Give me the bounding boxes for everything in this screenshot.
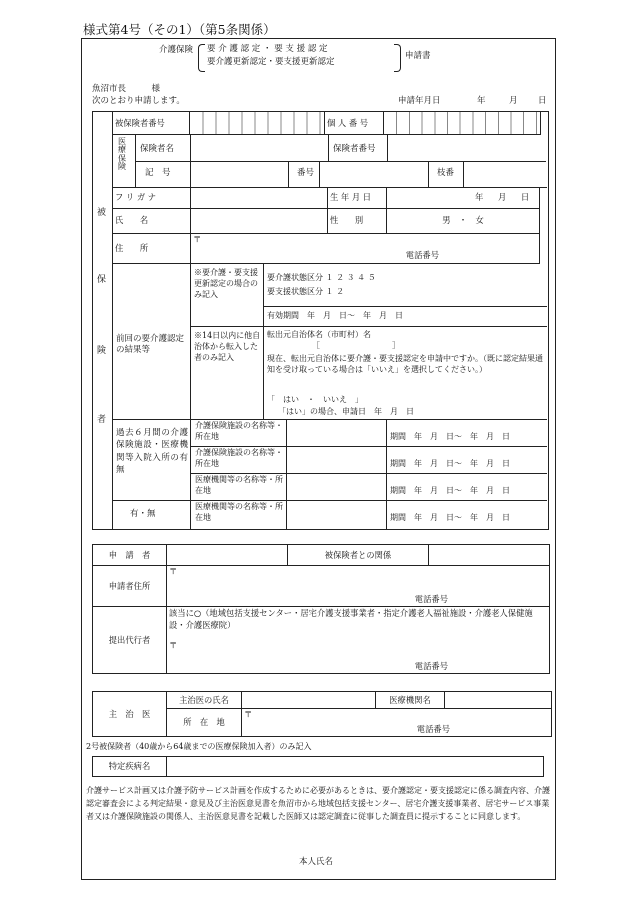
facility-name-2: 介護保険施設の名称等・所在地 [195, 448, 283, 468]
relation-field[interactable] [429, 545, 550, 566]
facility-name-3: 医療機関等の名称等・所在地 [195, 475, 283, 495]
personal-number-field[interactable] [384, 112, 541, 135]
birth-month: 月 [497, 192, 507, 203]
valid-period[interactable]: 有効期間 年 月 日～ 年 月 日 [267, 311, 403, 320]
name-label: 氏 名 [113, 208, 191, 233]
name-field[interactable] [191, 208, 328, 233]
applicant-address-label: 申請者住所 [93, 566, 167, 607]
origin-field[interactable]: ［ ］ [312, 341, 400, 350]
agent-postal-mark: 〒 [169, 640, 178, 651]
transfer-note: ※14日以内に他自治体から転入した者のみ記入 [194, 331, 261, 363]
applicant-table [92, 544, 550, 674]
medical-col-rule [190, 135, 191, 187]
care-level[interactable]: 要介護状態区分 １ ２ ３ ４ ５ [267, 273, 376, 282]
previous-col-rule [190, 264, 191, 419]
pending-date[interactable]: 「はい」の場合、申請日 年 月 日 [278, 407, 414, 416]
disease-label: 特定疾病名 [93, 757, 167, 777]
address-phone-label: 電話番号 [405, 250, 439, 261]
birth-date-field[interactable] [387, 187, 540, 208]
facility-period-4[interactable]: 期間 年 月 日～ 年 月 日 [390, 513, 510, 522]
doctor-table [92, 691, 552, 737]
facility-label-rule [112, 500, 190, 501]
facility-col-rule-2 [286, 419, 287, 529]
side-label-1: 被 [97, 208, 107, 218]
applicant-label: 申 請 者 [93, 545, 167, 566]
furigana-field[interactable] [191, 187, 328, 208]
applicant-phone-label: 電話番号 [414, 593, 448, 604]
header-prefix: 介護保険 [159, 45, 194, 55]
insured-number-row [112, 111, 541, 135]
agent-label: 提出代行者 [93, 607, 167, 674]
branch-label: 枝番 [437, 168, 455, 178]
birth-date-label: 生 年 月 日 [328, 187, 387, 208]
insured-number-label: 被保険者番号 [113, 112, 190, 135]
furigana-label: フ リ ガ ナ [113, 187, 191, 208]
facility-col-rule-3 [386, 419, 387, 529]
agent-note: 該当に○（地域包括支援センター・居宅介護支援事業者・指定介護老人福祉施設・介護老人保健施設・介護医療院） [169, 608, 533, 631]
doctor-name-field[interactable] [242, 692, 376, 709]
facility-row-rule-2 [190, 473, 547, 474]
facility-row-rule-3 [190, 500, 547, 501]
doctor-location-label: 所 在 地 [167, 709, 242, 737]
previous-label: 前回の要介護認定の結果等 [116, 334, 185, 356]
institution-label: 医療機関名 [376, 692, 445, 709]
insurer-number-label: 保険者番号 [333, 144, 376, 154]
facility-col-rule [190, 419, 191, 529]
relation-label: 被保険者との関係 [288, 545, 429, 566]
medical-col-rule-5 [319, 161, 320, 187]
sex-label: 性 別 [328, 208, 387, 233]
disease-field[interactable] [167, 757, 544, 777]
facility-name-4: 医療機関等の名称等・所在地 [195, 502, 283, 522]
header-suffix: 申請書 [405, 51, 431, 61]
renewal-note: ※要介護・要支援更新認定の場合のみ記入 [194, 268, 258, 300]
previous-col-rule-2 [263, 264, 264, 419]
bracket-right [394, 44, 401, 72]
medical-col-rule-7 [463, 161, 464, 187]
facility-label: 過去６月間の介護保険施設・医療機関等入院入所の有無 [116, 428, 188, 475]
application-date-day: 日 [538, 96, 547, 106]
addressee: 魚沼市長 様 [92, 84, 161, 94]
signature-label: 本人氏名 [299, 857, 334, 867]
sex-field[interactable]: 男 ・ 女 [387, 208, 540, 233]
header-line2: 要介護更新認定・要支援更新認定 [207, 57, 335, 67]
insured-number-field[interactable] [190, 112, 325, 135]
medical-col-rule-3 [387, 135, 388, 161]
application-date-label: 申請年月日 [398, 96, 441, 106]
origin-label: 転出元自治体名（市町村）名 [267, 330, 371, 339]
bracket-left [198, 44, 205, 72]
side-label-4: 者 [97, 415, 107, 425]
applicant-postal-mark: 〒 [169, 566, 178, 576]
medical-col-rule-6 [428, 161, 429, 187]
address-field[interactable] [191, 233, 540, 263]
intro-text: 次のとおり申請します。 [92, 96, 185, 106]
support-level[interactable]: 要支援状態区分 １ ２ [267, 287, 345, 296]
doctor-label: 主 治 医 [93, 692, 167, 737]
pending-question: 現在、転出元自治体に要介護・要支援認定を申請中ですか。（既に認定結果通知を受け取っている場合は「いいえ」を選択してください。） [267, 354, 543, 375]
doctor-location-field[interactable] [242, 709, 552, 737]
personal-number-label: 個 人 番 号 [325, 112, 384, 135]
application-date-year: 年 [477, 96, 486, 106]
doctor-phone-label: 電話番号 [416, 723, 450, 734]
doctor-name-label: 主治医の氏名 [167, 692, 242, 709]
medical-label: 医療保険 [118, 137, 126, 172]
consent-text: 介護サービス計画又は介護予防サービス計画を作成するために必要があるときは、要介護認定・要支援認定に係る調査内容、介護認定審査会による判定結果・意見及び主治医意見書を魚沼市から地域包括支援センター、居宅介護支援事業者、居宅サービス事業者又は介護保険施設の関係人、主治医意見書を記載した医師又は認定調査に従事した調査員に提示することに同意します。 [86, 786, 550, 821]
disease-table [92, 756, 544, 777]
facility-period-1[interactable]: 期間 年 月 日～ 年 月 日 [390, 432, 510, 441]
facility-yes-no[interactable]: 有・無 [130, 509, 156, 519]
form-code: 様式第4号（その1）（第5条関係） [83, 22, 276, 37]
agent-phone-label: 電話番号 [414, 660, 448, 671]
applicant-field[interactable] [167, 545, 288, 566]
facility-period-3[interactable]: 期間 年 月 日～ 年 月 日 [390, 486, 510, 495]
medical-col-rule-2 [328, 135, 329, 161]
number-short-label: 番号 [297, 168, 315, 178]
address-label: 住 所 [113, 233, 191, 263]
pending-answer[interactable]: 「 はい ・ いいえ 」 [267, 395, 363, 404]
postal-mark: 〒 [193, 233, 202, 244]
agent-field[interactable] [167, 607, 550, 674]
institution-field[interactable] [445, 692, 552, 709]
previous-level-rule [263, 306, 547, 307]
facility-period-2[interactable]: 期間 年 月 日～ 年 月 日 [390, 459, 510, 468]
insurer-name-label: 保険者名 [140, 144, 175, 154]
side-label-3: 険 [97, 346, 107, 356]
birth-year: 年 [475, 192, 484, 203]
side-label-2: 保 [97, 275, 107, 285]
applicant-address-field[interactable] [167, 566, 550, 607]
birth-day: 日 [520, 192, 530, 203]
furigana-name-rows [112, 187, 540, 264]
previous-mid-rule [190, 326, 547, 327]
header-line1: 要 介 護 認 定 ・ 要 支 援 認 定 [207, 44, 328, 54]
facility-name-1: 介護保険施設の名称等・所在地 [195, 421, 283, 441]
secondary-note: 2号被保険者（40歳から64歳までの医療保険加入者）のみ記入 [86, 742, 312, 751]
symbol-label: 記 号 [145, 168, 171, 178]
doctor-postal-mark: 〒 [244, 709, 253, 719]
medical-mid-rule [135, 161, 546, 162]
application-date-month: 月 [509, 96, 518, 106]
facility-top-rule [112, 419, 547, 420]
facility-row-rule-1 [190, 446, 547, 447]
medical-col-rule-4 [288, 161, 289, 187]
